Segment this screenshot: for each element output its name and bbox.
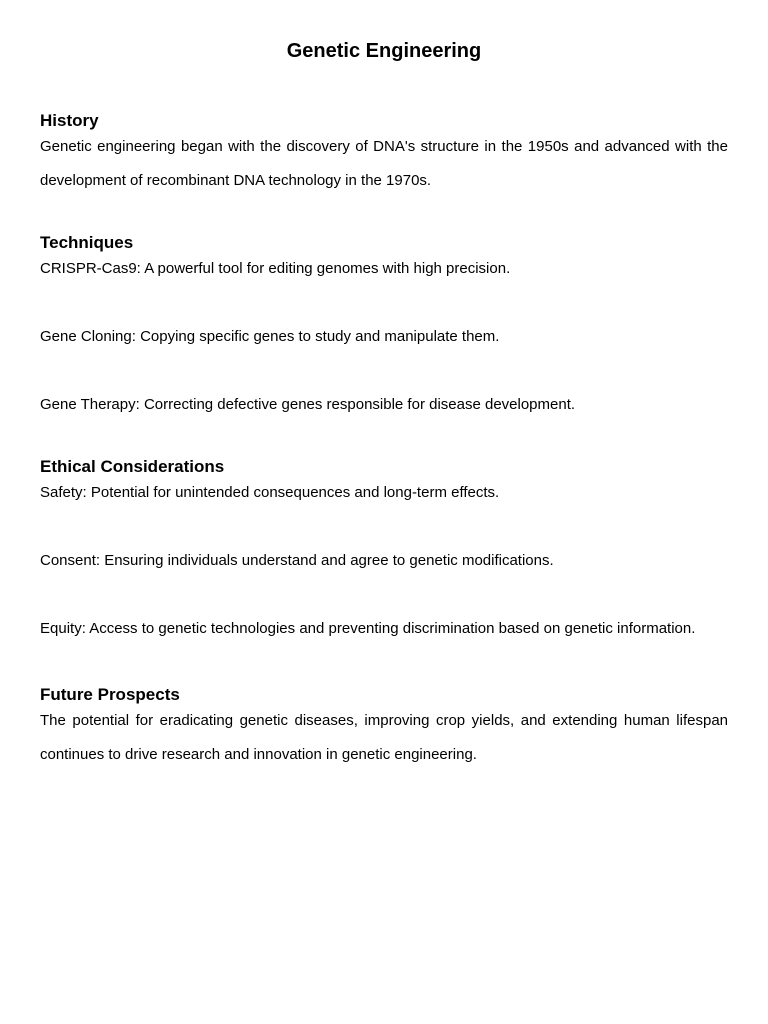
document-title: Genetic Engineering [286, 40, 482, 62]
section-heading-history: History [40, 111, 99, 130]
section-heading-techniques: Techniques [40, 233, 134, 252]
list-item-consent: Consent: Ensuring individuals understand and agree to genetic modifications. [40, 552, 554, 569]
spacer [40, 510, 728, 544]
section-techniques [40, 232, 728, 422]
list-item-crispr: CRISPR-Cas9: A powerful tool for editing genomes with high precision. [40, 260, 511, 277]
list-item-safety: Safety: Potential for unintended consequences and long-term effects. [40, 484, 500, 501]
history-paragraph: Genetic engineering began with the discovery of DNA's structure in the 1950s and advanced with the development of recombinant DNA technology in the 1970s. [40, 138, 728, 189]
spacer [40, 286, 728, 320]
spacer [40, 578, 728, 612]
section-heading-ethical-considerations: Ethical Considerations [40, 457, 225, 476]
future-prospects-paragraph: The potential for eradicating genetic diseases, improving crop yields, and extending human lifespan continues to drive research and innovation in genetic engineering. [40, 712, 728, 763]
section-ethical-considerations [40, 456, 728, 646]
spacer [40, 354, 728, 388]
section-future-prospects [40, 684, 728, 772]
list-item-gene-therapy: Gene Therapy: Correcting defective genes responsible for disease development. [40, 396, 576, 413]
section-heading-future-prospects: Future Prospects [40, 685, 180, 704]
list-item-equity: Equity: Access to genetic technologies and preventing discrimination based on genetic information. [40, 620, 696, 637]
list-item-gene-cloning: Gene Cloning: Copying specific genes to study and manipulate them. [40, 328, 500, 345]
section-history [40, 110, 728, 198]
